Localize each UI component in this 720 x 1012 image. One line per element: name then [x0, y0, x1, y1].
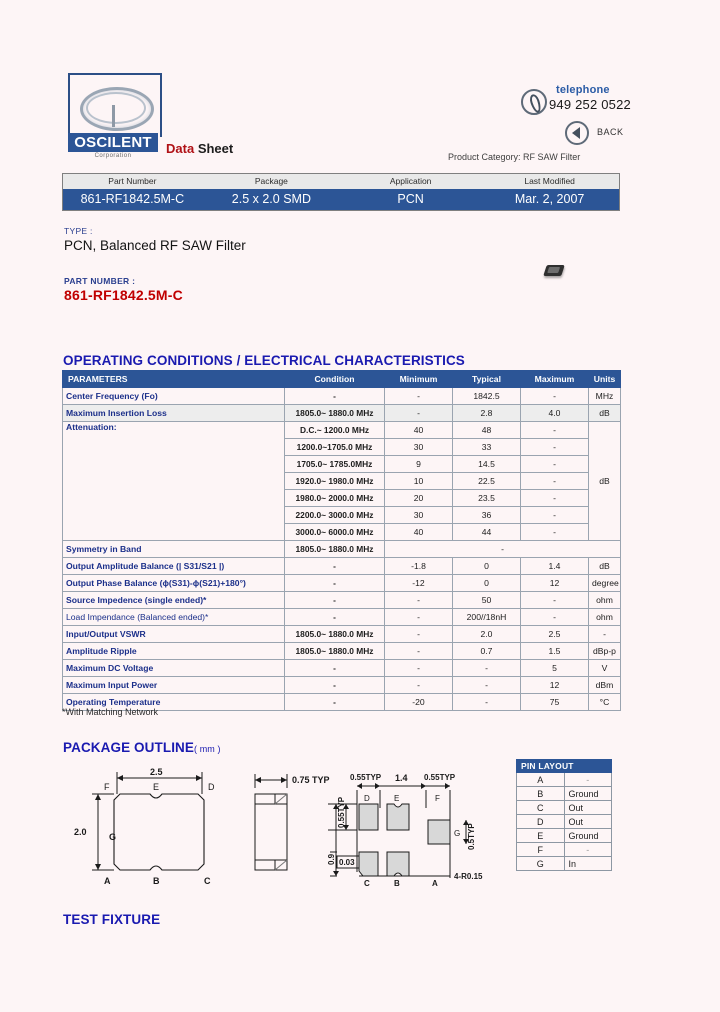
row-cond: 3000.0~ 6000.0 MHz [285, 524, 385, 541]
fp-label-a: A [432, 879, 438, 888]
row-unit: °C [589, 694, 621, 711]
pad-label-e: E [153, 782, 160, 792]
row-max: 75 [521, 694, 589, 711]
row-max: - [521, 439, 589, 456]
row-span-value: - [385, 541, 621, 558]
fp-label-f: F [435, 794, 440, 803]
row-max: 2.5 [521, 626, 589, 643]
operating-conditions-heading: OPERATING CONDITIONS / ELECTRICAL CHARACTERISTICS [63, 353, 465, 368]
row-cond: - [285, 677, 385, 694]
row-unit: V [589, 660, 621, 677]
spec-col-units: Units [589, 371, 621, 388]
fp-label-c: C [364, 879, 370, 888]
dim-height: 2.0 [74, 827, 87, 837]
row-unit: - [589, 626, 621, 643]
pad-label-g: G [109, 832, 117, 842]
row-max: - [521, 507, 589, 524]
row-param: Center Frequency (Fo) [63, 388, 285, 405]
row-typ: - [453, 677, 521, 694]
table-row [517, 773, 612, 787]
row-min: - [385, 592, 453, 609]
telephone-number: 949 252 0522 [549, 97, 631, 112]
type-label: TYPE : [64, 226, 93, 236]
company-subtitle: Corporation [94, 153, 132, 159]
part-number-value: 861-RF1842.5M-C [64, 287, 183, 303]
spec-col-typical: Typical [453, 371, 521, 388]
pin-function: - [564, 773, 612, 787]
row-typ: 0 [453, 575, 521, 592]
table-row [63, 541, 621, 558]
row-typ: 36 [453, 507, 521, 524]
part-info-labels-row [63, 174, 620, 190]
telephone-label: telephone [556, 84, 610, 96]
table-row [63, 422, 621, 439]
row-max: - [521, 524, 589, 541]
row-max: - [521, 456, 589, 473]
row-cond: D.C.~ 1200.0 MHz [285, 422, 385, 439]
pin-function: - [564, 843, 612, 857]
row-unit: ohm [589, 609, 621, 626]
package-outline-title: PACKAGE OUTLINE [63, 740, 195, 755]
table-row [63, 660, 621, 677]
row-min: - [385, 609, 453, 626]
row-cond: - [285, 592, 385, 609]
row-cond: 1920.0~ 1980.0 MHz [285, 473, 385, 490]
table-row [517, 801, 612, 815]
row-max: 1.4 [521, 558, 589, 575]
row-cond: 1805.0~ 1880.0 MHz [285, 643, 385, 660]
row-min: - [385, 660, 453, 677]
row-typ: 2.8 [453, 405, 521, 422]
row-param: Maximum DC Voltage [63, 660, 285, 677]
row-typ: - [453, 660, 521, 677]
row-typ: 48 [453, 422, 521, 439]
row-unit: MHz [589, 388, 621, 405]
logo-tick-icon [112, 105, 115, 127]
row-cond: 2200.0~ 3000.0 MHz [285, 507, 385, 524]
row-max: - [521, 592, 589, 609]
row-cond: 1805.0~ 1880.0 MHz [285, 405, 385, 422]
row-param: Maximum Input Power [63, 677, 285, 694]
row-max: 12 [521, 677, 589, 694]
table-row [517, 815, 612, 829]
pin-key: E [517, 829, 565, 843]
spec-col-minimum: Minimum [385, 371, 453, 388]
row-typ: 23.5 [453, 490, 521, 507]
spec-col-maximum: Maximum [521, 371, 589, 388]
row-param: Load Impendance (Balanced ended)* [63, 609, 285, 626]
row-param: Amplitude Ripple [63, 643, 285, 660]
table-row [63, 592, 621, 609]
row-param: Output Phase Balance (ϕ(S31)-ϕ(S21)+180°) [63, 575, 285, 592]
fp-label-g: G [454, 829, 461, 838]
row-typ: 44 [453, 524, 521, 541]
spec-col-parameters: PARAMETERS [63, 371, 285, 388]
row-cond: 1705.0~ 1785.0MHz [285, 456, 385, 473]
row-typ: 0.7 [453, 643, 521, 660]
info-value-package: 2.5 x 2.0 SMD [202, 189, 341, 211]
row-unit-attenuation: dB [589, 422, 621, 541]
row-min: 20 [385, 490, 453, 507]
info-value-last-modified: Mar. 2, 2007 [480, 189, 619, 211]
row-typ: 200//18nH [453, 609, 521, 626]
info-value-application: PCN [341, 189, 480, 211]
row-cond: - [285, 575, 385, 592]
pin-layout-title: PIN LAYOUT [517, 760, 612, 773]
package-outline-drawing [62, 760, 512, 900]
table-row [63, 643, 621, 660]
pin-key: D [517, 815, 565, 829]
telephone-icon [521, 89, 547, 115]
row-unit: ohm [589, 592, 621, 609]
row-unit: dBm [589, 677, 621, 694]
fp-label-d: D [364, 794, 370, 803]
row-unit: dB [589, 405, 621, 422]
dim-pad-width-left: 0.55TYP [350, 773, 382, 782]
row-min: 9 [385, 456, 453, 473]
pin-function: In [564, 857, 612, 871]
back-button-label[interactable]: BACK [597, 127, 624, 137]
row-min: 30 [385, 507, 453, 524]
row-param: Maximum Insertion Loss [63, 405, 285, 422]
row-param: Input/Output VSWR [63, 626, 285, 643]
pad-label-c: C [204, 876, 211, 886]
dim-pad-gap: 1.4 [395, 773, 408, 783]
row-min: - [385, 388, 453, 405]
pad-label-f: F [104, 782, 110, 792]
table-row [63, 626, 621, 643]
logo-ellipse-inner-icon [86, 92, 146, 124]
row-cond: - [285, 660, 385, 677]
dim-corner-radius: 4-R0.15 [454, 872, 483, 881]
fp-label-e: E [394, 794, 400, 803]
package-outline-unit: ( mm ) [194, 744, 221, 754]
dim-pad-width-right: 0.55TYP [424, 773, 456, 782]
pad-label-d: D [208, 782, 215, 792]
pin-key: B [517, 787, 565, 801]
row-cond: 1980.0~ 2000.0 MHz [285, 490, 385, 507]
row-param: Output Amplitude Balance (| S31/S21 |) [63, 558, 285, 575]
test-fixture-heading: TEST FIXTURE [63, 912, 161, 927]
table-row [63, 575, 621, 592]
row-param-attenuation: Attenuation: [63, 422, 285, 541]
row-cond: 1805.0~ 1880.0 MHz [285, 541, 385, 558]
row-cond: - [285, 558, 385, 575]
row-min: - [385, 626, 453, 643]
row-typ: 0 [453, 558, 521, 575]
type-value: PCN, Balanced RF SAW Filter [64, 238, 246, 253]
dim-width: 2.5 [150, 767, 163, 777]
part-number-label: PART NUMBER : [64, 276, 136, 286]
pin-layout-table [516, 759, 612, 871]
table-row [63, 388, 621, 405]
back-arrow-icon[interactable] [565, 121, 589, 145]
datasheet-title [166, 141, 233, 156]
logo-mark [68, 73, 162, 137]
row-max: 5 [521, 660, 589, 677]
table-row [63, 609, 621, 626]
table-row [63, 677, 621, 694]
fp-label-b: B [394, 879, 400, 888]
row-typ: 14.5 [453, 456, 521, 473]
row-typ: 22.5 [453, 473, 521, 490]
pin-key: G [517, 857, 565, 871]
dim-pad-height-right: 0.5TYP [467, 823, 476, 850]
component-photo [543, 265, 565, 276]
table-row [517, 829, 612, 843]
info-label-application: Application [341, 174, 480, 190]
row-cond: 1200.0~1705.0 MHz [285, 439, 385, 456]
row-typ: 2.0 [453, 626, 521, 643]
pin-key: F [517, 843, 565, 857]
row-cond: 1805.0~ 1880.0 MHz [285, 626, 385, 643]
product-category: Product Category: RF SAW Filter [448, 152, 581, 162]
info-label-package: Package [202, 174, 341, 190]
company-name: OSCILENT [68, 133, 158, 152]
row-param: Source Impedence (single ended)* [63, 592, 285, 609]
pin-layout-header-row [517, 760, 612, 773]
row-param: Operating Temperature [63, 694, 285, 711]
row-max: - [521, 490, 589, 507]
row-max: - [521, 388, 589, 405]
table-row [517, 857, 612, 871]
row-unit: dBp-p [589, 643, 621, 660]
pin-function: Out [564, 815, 612, 829]
row-cond: - [285, 694, 385, 711]
row-typ: 1842.5 [453, 388, 521, 405]
pin-function: Out [564, 801, 612, 815]
row-max: 4.0 [521, 405, 589, 422]
row-max: - [521, 473, 589, 490]
info-value-part-number: 861-RF1842.5M-C [63, 189, 202, 211]
row-max: - [521, 422, 589, 439]
row-typ: - [453, 694, 521, 711]
row-min: -12 [385, 575, 453, 592]
row-typ: 33 [453, 439, 521, 456]
pin-key: C [517, 801, 565, 815]
spec-footnote: *With Matching Network [62, 707, 159, 717]
row-min: 40 [385, 422, 453, 439]
spec-table-header-row [63, 371, 621, 388]
pad-label-a: A [104, 876, 111, 886]
row-min: 30 [385, 439, 453, 456]
dim-offset: 0.03 [339, 858, 355, 867]
spec-table [62, 370, 621, 711]
table-row [517, 843, 612, 857]
row-max: 12 [521, 575, 589, 592]
info-label-part-number: Part Number [63, 174, 202, 190]
pad-label-b: B [153, 876, 160, 886]
row-param: Symmetry in Band [63, 541, 285, 558]
spec-col-condition: Condition [285, 371, 385, 388]
row-unit: degree [589, 575, 621, 592]
row-typ: 50 [453, 592, 521, 609]
row-min: - [385, 643, 453, 660]
package-outline-heading [63, 740, 221, 755]
row-cond: - [285, 388, 385, 405]
part-info-values-row [63, 189, 620, 211]
dim-pad-height: 0.55TYP [337, 796, 346, 828]
datasheet-title-sheet: Sheet [197, 141, 234, 156]
part-info-bar [62, 173, 620, 211]
row-min: 40 [385, 524, 453, 541]
dim-total-height: 0.9 [327, 853, 336, 865]
row-min: 10 [385, 473, 453, 490]
table-row [63, 405, 621, 422]
info-label-last-modified: Last Modified [480, 174, 619, 190]
pin-function: Ground [564, 787, 612, 801]
table-row [517, 787, 612, 801]
row-unit: dB [589, 558, 621, 575]
row-max: - [521, 609, 589, 626]
pin-key: A [517, 773, 565, 787]
row-min: -20 [385, 694, 453, 711]
row-max: 1.5 [521, 643, 589, 660]
table-row [63, 558, 621, 575]
dim-thickness: 0.75 TYP [292, 775, 330, 785]
datasheet-title-data: Data [166, 141, 195, 156]
row-min: - [385, 677, 453, 694]
row-cond: - [285, 609, 385, 626]
pin-function: Ground [564, 829, 612, 843]
row-min: -1.8 [385, 558, 453, 575]
row-min: - [385, 405, 453, 422]
